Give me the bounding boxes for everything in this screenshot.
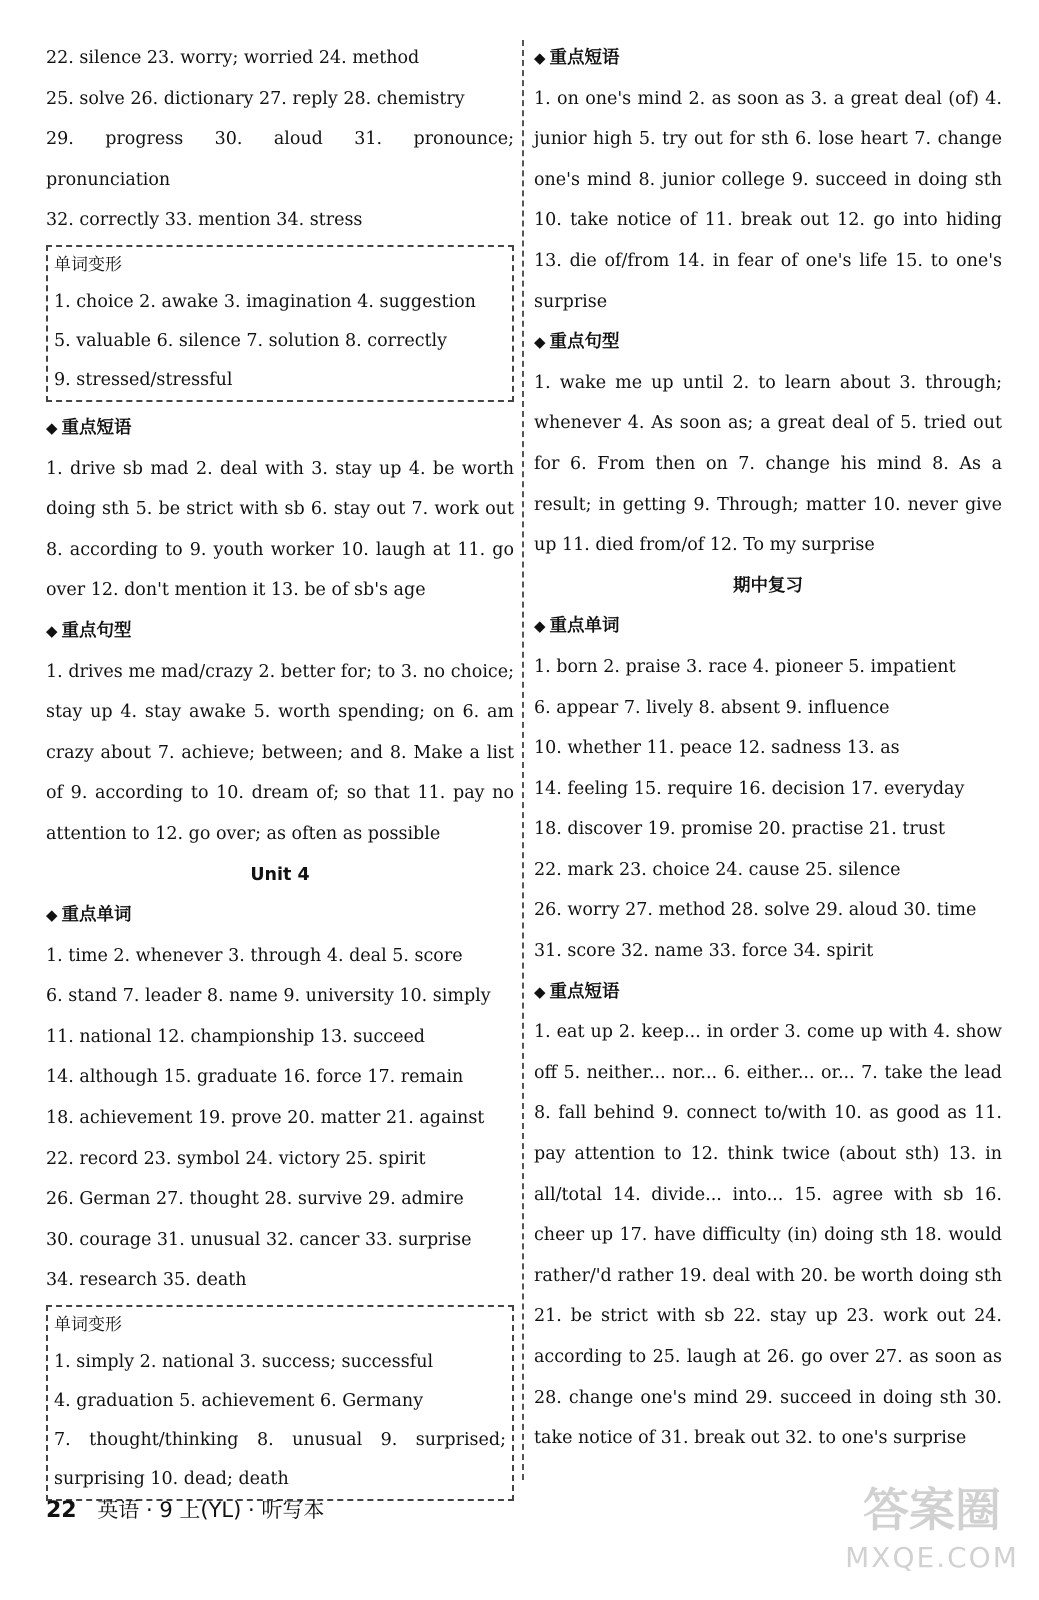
left-column [46, 38, 514, 1507]
heading-text: 重点句型 [61, 620, 132, 641]
answer-paragraph: 1. eat up 2. keep... in order 3. come up with 4. show off 5. neither... nor... 6. either... or... 7. take the lead 8. fall behind 9. connect to/with 10. as good as 11. pay attention to 12. think twice (about sth) 13. in all/total 14. divide... into... 15. agree with sb 16. cheer up 17. have difficulty (in) doing sth 18. would rather/'d rather 19. deal with 20. be worth doing sth 21. be strict with sb 22. stay up 23. work out 24. according to 25. laugh at 26. go over 27. as soon as 28. change one's mind 29. succeed in doing sth 30. take notice of 31. break out 32. to one's surprise [534, 1022, 1002, 1449]
answer-line: 1. simply 2. national 3. success; successful [54, 1352, 434, 1373]
word-forms-box [46, 245, 514, 402]
answer-line: 11. national 12. championship 13. succeed [46, 1026, 426, 1047]
answer-line: 1. time 2. whenever 3. through 4. deal 5. score [46, 945, 463, 966]
answer-line: 9. stressed/stressful [54, 369, 233, 390]
answer-line: 26. worry 27. method 28. solve 29. aloud 30. time [534, 900, 977, 921]
section-heading [534, 322, 1002, 363]
watermark-logo [842, 1480, 1022, 1590]
page-footer [46, 1494, 324, 1524]
answer-line: 25. solve 26. dictionary 27. reply 28. chemistry [46, 88, 465, 109]
answer-line: 14. feeling 15. require 16. decision 17. everyday [534, 778, 965, 799]
book-label: 英语 · 9 上(YL) · 听写本 [97, 1498, 325, 1522]
section-heading [46, 408, 514, 449]
answer-line: 26. German 27. thought 28. survive 29. admire [46, 1189, 464, 1210]
watermark-url: MXQE.COM [845, 1541, 1019, 1574]
diamond-icon: ◆ [46, 906, 58, 925]
section-heading [534, 38, 1002, 79]
answer-line: 22. silence 23. worry; worried 24. method [46, 48, 420, 68]
answer-line: 30. courage 31. unusual 32. cancer 33. surprise [46, 1229, 472, 1250]
answer-paragraph: 1. drive sb mad 2. deal with 3. stay up 4. be worth doing sth 5. be strict with sb 6. stay out 7. work out 8. according to 9. youth worker 10. laugh at 11. go over 12. don't mention it 13. be of sb's age [46, 458, 514, 601]
diamond-icon: ◆ [46, 418, 58, 437]
answer-line: 6. stand 7. leader 8. name 9. university 10. simply [46, 986, 491, 1007]
answer-line: 14. although 15. graduate 16. force 17. remain [46, 1067, 464, 1088]
answer-line: 29. progress 30. aloud 31. pronounce; pronunciation [46, 129, 514, 190]
heading-text: 重点短语 [549, 48, 620, 68]
answer-line: 31. score 32. name 33. force 34. spirit [534, 941, 874, 962]
answer-line: 22. record 23. symbol 24. victory 25. spirit [46, 1148, 426, 1169]
heading-text: 重点句型 [549, 332, 620, 353]
answer-paragraph: 1. drives me mad/crazy 2. better for; to 3. no choice; stay up 4. stay awake 5. worth spending; on 6. am crazy about 7. achieve; between; and 8. Make a list of 9. according to 10. dream of; so that 11. pay no attention to 12. go over; as often as possible [46, 661, 514, 844]
right-column [534, 38, 1002, 1459]
answer-line: 5. valuable 6. silence 7. solution 8. correctly [54, 330, 448, 351]
answer-paragraph: 1. wake me up until 2. to learn about 3. through; whenever 4. As soon as; a great deal of 5. tried out for 6. From then on 7. change his mind 8. As a result; in getting 9. Through; matter 10. never give up 11. died from/of 12. To my surprise [534, 372, 1002, 556]
heading-text: 重点短语 [61, 417, 132, 438]
answer-line: 1. choice 2. awake 3. imagination 4. suggestion [54, 291, 476, 312]
answer-line: 6. appear 7. lively 8. absent 9. influence [534, 697, 890, 718]
answer-line: 7. thought/thinking 8. unusual 9. surprised; surprising 10. dead; death [54, 1430, 506, 1490]
heading-text: 重点短语 [549, 981, 620, 1002]
section-heading [534, 606, 1002, 647]
answer-line: 18. discover 19. promise 20. practise 21. trust [534, 819, 946, 840]
diamond-icon: ◆ [534, 982, 546, 1001]
heading-text: 重点单词 [549, 616, 620, 637]
diamond-icon: ◆ [534, 49, 546, 67]
diamond-icon: ◆ [534, 617, 546, 636]
diamond-icon: ◆ [46, 621, 58, 640]
midterm-review-title: 期中复习 [733, 575, 803, 596]
answer-line: 18. achievement 19. prove 20. matter 21. against [46, 1108, 485, 1129]
answer-line: 32. correctly 33. mention 34. stress [46, 210, 363, 231]
answer-line: 10. whether 11. peace 12. sadness 13. as [534, 738, 900, 759]
box-heading: 单词变形 [54, 254, 122, 275]
section-heading [534, 972, 1002, 1013]
answer-paragraph: 1. on one's mind 2. as soon as 3. a great deal (of) 4. junior high 5. try out for sth 6. lose heart 7. change one's mind 8. junior college 9. succeed in doing sth 10. take notice of 11. break out 12. go into hiding 13. die of/from 14. in fear of one's life 15. to one's surprise [534, 88, 1002, 312]
heading-text: 重点单词 [61, 905, 132, 926]
answer-line: 34. research 35. death [46, 1270, 247, 1291]
page-number: 22 [46, 1498, 77, 1523]
box-heading: 单词变形 [54, 1315, 122, 1336]
section-heading [46, 611, 514, 652]
word-forms-box [46, 1305, 514, 1501]
answer-line: 4. graduation 5. achievement 6. Germany [54, 1391, 424, 1412]
answer-line: 22. mark 23. choice 24. cause 25. silence [534, 859, 901, 880]
unit-title: Unit 4 [250, 864, 310, 885]
watermark-text: 答案圈 [863, 1483, 1001, 1537]
answer-line: 1. born 2. praise 3. race 4. pioneer 5. impatient [534, 656, 956, 677]
section-heading [46, 895, 514, 936]
diamond-icon: ◆ [534, 333, 546, 352]
column-divider [522, 40, 524, 1480]
